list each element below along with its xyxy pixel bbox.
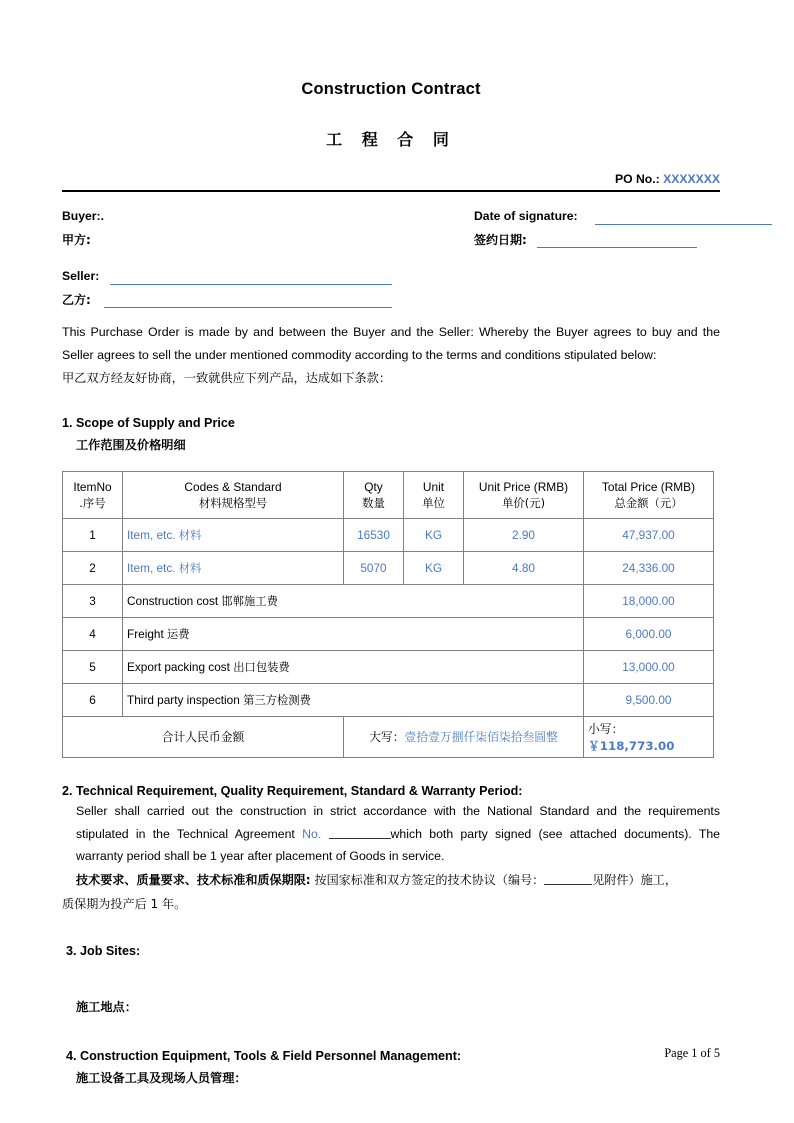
cell-description-cn: 第三方检测费 [243,693,311,707]
cell-itemno: 6 [63,683,123,716]
buyer-label-chinese: 甲方: [62,233,91,247]
scope-of-supply-table [62,471,714,758]
table-row [63,617,714,650]
column-header-unit-price-en: Unit Price (RMB) [478,479,569,494]
total-capital-amount [344,716,584,757]
cell-description [123,683,584,716]
section-3-heading-chinese: 施工地点： [76,999,137,1014]
cell-unit: KG [404,518,464,551]
section-2-heading: 2. Technical Requirement, Quality Requirement, Standard & Warranty Period: [62,783,523,798]
table-total-row [63,716,714,757]
cell-total-price: 24,336.00 [584,551,714,584]
parties-block [62,205,720,307]
total-label: 合计人民币金额 [63,716,344,757]
po-number-line [62,172,720,186]
cell-description [123,584,584,617]
cell-description-en: Item, etc. [127,527,176,542]
cell-description-cn: 材料 [178,528,202,542]
total-capital-prefix: 大写： [369,730,405,745]
section-2 [62,784,720,916]
section-2-agreement-no-input[interactable] [329,827,391,839]
section-3 [62,944,720,1015]
seller-label-chinese: 乙方: [62,293,91,307]
cell-description-en: Construction cost [127,593,219,608]
cell-total-price: 9,500.00 [584,683,714,716]
date-of-signature-label-chinese: 签约日期: [474,233,527,247]
column-header-itemno-cn: .序号 [79,495,106,510]
column-header-unit-en: Unit [422,479,445,494]
column-header-qty [344,471,404,518]
column-header-itemno-en: ItemNo [73,479,112,494]
section-1 [62,416,720,453]
table-row [63,518,714,551]
total-numeric-amount [584,716,714,757]
seller-label: Seller: [62,269,100,283]
page-title-chinese: 工 程 合 同 [326,130,456,149]
cell-total-price: 47,937.00 [584,518,714,551]
date-of-signature-label: Date of signature: [474,209,578,223]
column-header-codes-en: Codes & Standard [184,479,282,494]
column-header-unit [404,471,464,518]
buyer-label: Buyer:. [62,209,104,223]
cell-itemno: 4 [63,617,123,650]
cell-qty: 5070 [344,551,404,584]
section-1-heading: 1. Scope of Supply and Price [62,415,235,430]
intro-paragraph: This Purchase Order is made by and between the Buyer and the Seller: Whereby the Buyer agrees to buy and the Seller agrees to sell the under mentioned commodity according to the terms and conditions stipulated below: [62,325,720,362]
cell-description-en: Export packing cost [127,659,230,674]
page-title: Construction Contract [301,80,481,98]
total-capital-value: 壹拾壹万捌仟柒佰柒拾叁圆整 [404,730,558,745]
cell-description [123,617,584,650]
section-1-heading-chinese: 工作范围及价格明细 [76,437,186,452]
cell-itemno: 5 [63,650,123,683]
cell-total-price: 18,000.00 [584,584,714,617]
cell-description-cn: 材料 [178,561,202,575]
table-row [63,683,714,716]
section-3-spacer [62,958,720,992]
date-of-signature-input-chinese[interactable] [537,247,697,248]
column-header-unit-price-cn: 单价(元) [501,495,546,510]
header-divider [62,190,720,192]
cell-description [123,551,344,584]
cell-unit-price: 2.90 [464,518,584,551]
column-header-total-price-cn: 总金额（元） [614,495,683,510]
section-2-body-chinese-line2: 质保期为投产后 1 年。 [62,896,187,911]
cell-description-cn: 运费 [167,627,190,641]
total-numeric-prefix: 小写： [588,721,624,736]
cell-itemno: 2 [63,551,123,584]
po-number-label: PO No.: [615,172,660,186]
column-header-qty-cn: 数量 [362,495,385,510]
section-2-body-part2: which both party signed (see attached documents). The warranty period shall be 1 year after placement of Goods in service. [76,826,721,864]
section-2-agreement-no-label: No. [302,826,322,841]
date-of-signature-input[interactable] [595,224,772,225]
po-number-value[interactable]: XXXXXXX [663,172,720,186]
column-header-unit-price [464,471,584,518]
cell-itemno: 1 [63,518,123,551]
column-header-total-price-en: Total Price (RMB) [601,479,696,494]
cell-total-price: 13,000.00 [584,650,714,683]
column-header-codes [123,471,344,518]
cell-qty: 16530 [344,518,404,551]
section-2-body [62,800,720,868]
section-3-heading: 3. Job Sites: [66,943,141,958]
seller-input-chinese[interactable] [104,307,392,308]
seller-input[interactable] [110,284,392,285]
section-2-body-chinese-part2: 见附件）施工， [592,873,677,888]
cell-description [123,650,584,683]
table-row [63,584,714,617]
table-row [63,551,714,584]
cell-description-cn: 邯郸施工费 [221,594,278,608]
section-2-body-chinese-bold: 技术要求、质量要求、技术标准和质保期限: [76,873,311,888]
column-header-total-price [584,471,714,518]
cell-description-cn: 出口包装费 [233,660,290,674]
intro-paragraph-chinese: 甲乙双方经友好协商，一致就供应下列产品，达成如下条款： [62,370,392,385]
table-row [63,650,714,683]
cell-unit-price: 4.80 [464,551,584,584]
page-content [62,0,720,1086]
column-header-qty-en: Qty [364,479,383,494]
cell-unit: KG [404,551,464,584]
column-header-itemno [63,471,123,518]
section-2-body-chinese [62,870,720,892]
section-2-agreement-no-input-chinese[interactable] [544,873,592,885]
cell-description [123,518,344,551]
column-header-codes-cn: 材料规格型号 [198,495,268,510]
column-header-unit-cn: 单位 [422,495,445,510]
cell-itemno: 3 [63,584,123,617]
page-footer: Page 1 of 5 [664,1046,720,1060]
section-2-body-part1: Seller shall carried out the construction in strict accordance with the National Standard and the requirements stipulated in the Technical Agreement [76,803,720,841]
cell-description-en: Item, etc. [127,560,176,575]
cell-total-price: 6,000.00 [584,617,714,650]
total-numeric-value: ￥118,773.00 [588,738,675,753]
section-4 [62,1049,720,1086]
cell-description-en: Freight [127,626,164,641]
table-body [63,518,714,757]
section-4-heading-chinese: 施工设备工具及现场人员管理： [76,1070,247,1085]
section-4-heading: 4. Construction Equipment, Tools & Field Personnel Management: [66,1048,462,1063]
cell-description-en: Third party inspection [127,692,240,707]
table-header-row [63,471,714,518]
section-2-body-chinese-part1: 按国家标准和双方签定的技术协议（编号： [310,873,545,888]
